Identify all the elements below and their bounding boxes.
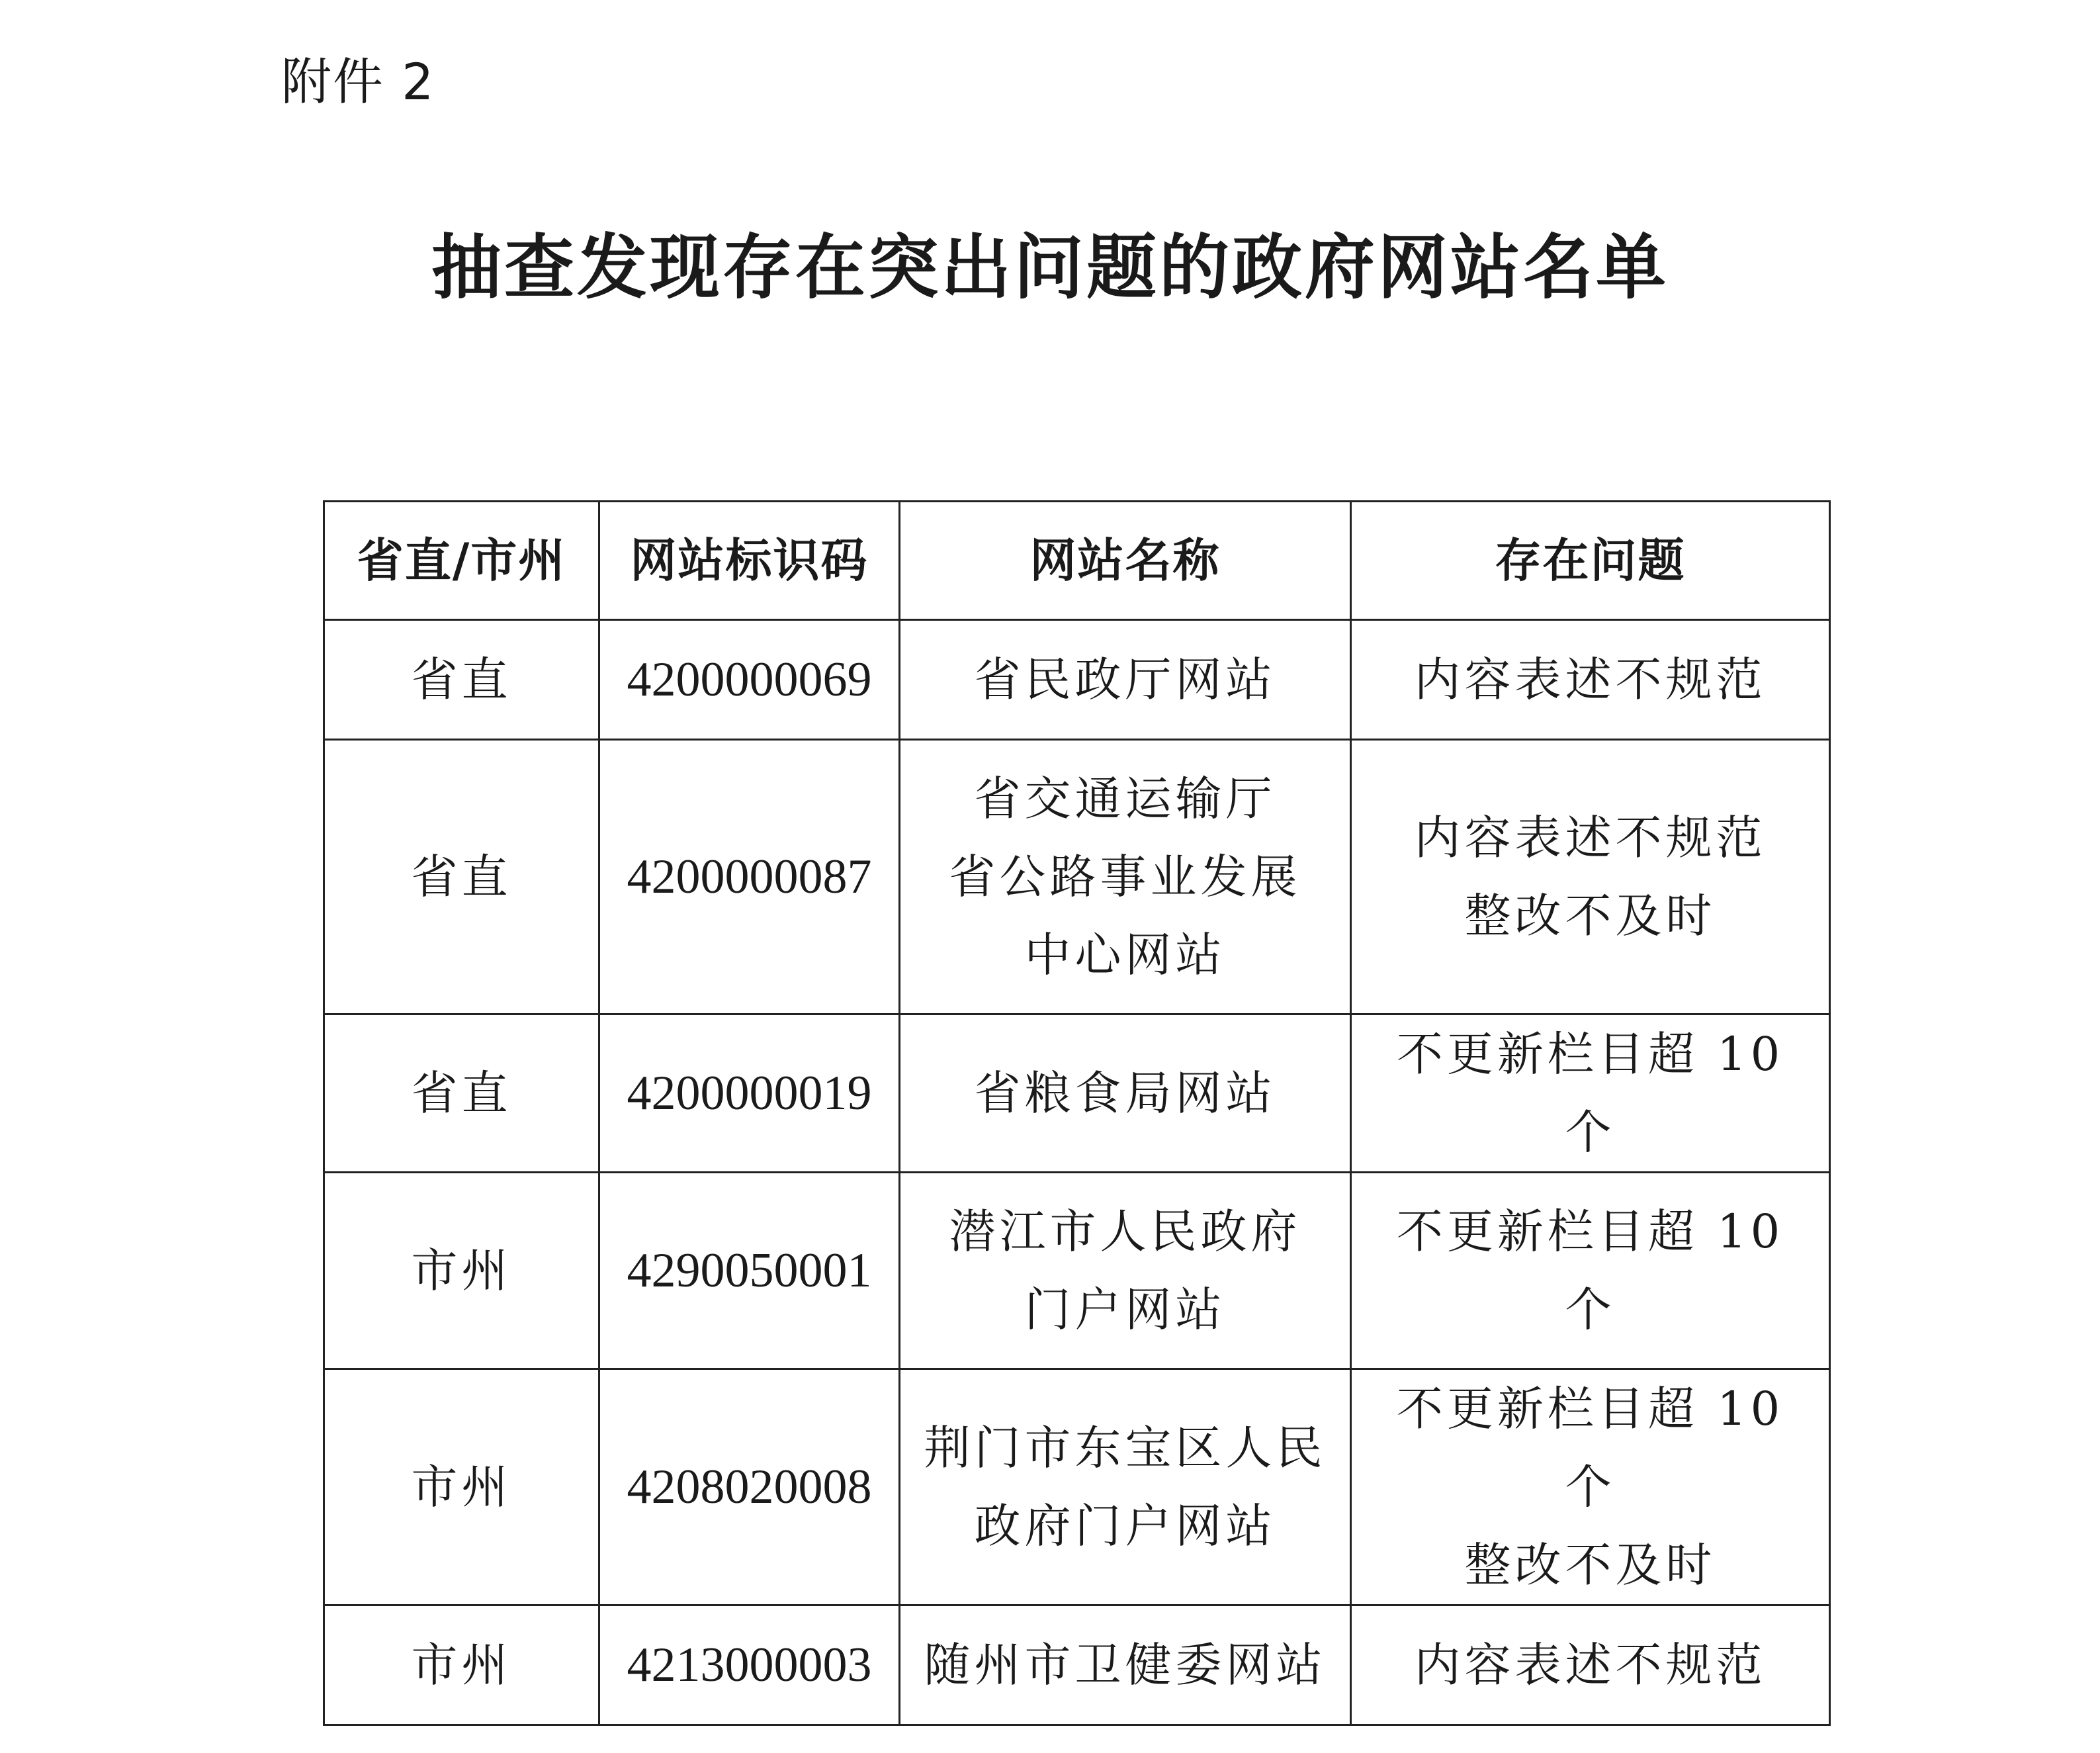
cell-level: 市州 [324, 1173, 599, 1369]
site-name-line: 荆门市东宝区人民 [924, 1421, 1327, 1475]
site-name-line: 政府门户网站 [974, 1499, 1276, 1553]
issue-line: 整改不及时 [1464, 889, 1716, 943]
cell-site-name [900, 620, 1351, 740]
issue-line: 整改不及时 [1464, 1538, 1716, 1592]
site-name-line: 中心网站 [1024, 928, 1226, 982]
table-row [324, 1369, 1830, 1605]
header-level: 省直/市州 [324, 502, 599, 620]
cell-site-name [900, 1605, 1351, 1725]
site-name-line: 门户网站 [1024, 1282, 1226, 1337]
cell-site-code: 4213000003 [599, 1605, 900, 1725]
cell-issue [1351, 740, 1830, 1014]
attachment-label: 附件 2 [281, 52, 435, 111]
site-name-line: 省交通运输厅 [974, 772, 1276, 826]
cell-site-name [900, 1369, 1351, 1605]
header-site-name: 网站名称 [900, 502, 1351, 620]
cell-site-code: 4200000069 [599, 620, 900, 740]
cell-level: 市州 [324, 1369, 599, 1605]
site-name-line: 省粮食局网站 [974, 1066, 1276, 1120]
cell-level: 省直 [324, 620, 599, 740]
issue-line: 内容表述不规范 [1414, 811, 1767, 865]
site-name-line: 省民政厅网站 [974, 652, 1276, 707]
cell-issue [1351, 1014, 1830, 1173]
issue-line: 内容表述不规范 [1414, 652, 1767, 707]
issue-line: 内容表述不规范 [1414, 1638, 1767, 1692]
table-row [324, 1605, 1830, 1725]
cell-site-code: 4290050001 [599, 1173, 900, 1369]
table-row [324, 740, 1830, 1014]
issue-line: 不更新栏目超 10 个 [1396, 1204, 1784, 1337]
cell-site-name [900, 740, 1351, 1014]
cell-site-code: 4208020008 [599, 1369, 900, 1605]
document-title: 抽查发现存在突出问题的政府网站名单 [431, 226, 1669, 308]
cell-site-name [900, 1173, 1351, 1369]
cell-issue [1351, 620, 1830, 740]
cell-site-name [900, 1014, 1351, 1173]
cell-level: 市州 [324, 1605, 599, 1725]
cell-level: 省直 [324, 1014, 599, 1173]
site-name-line: 省公路事业发展 [949, 850, 1301, 904]
cell-issue [1351, 1173, 1830, 1369]
header-site-code: 网站标识码 [599, 502, 900, 620]
cell-site-code: 4200000087 [599, 740, 900, 1014]
cell-site-code: 4200000019 [599, 1014, 900, 1173]
cell-issue [1351, 1605, 1830, 1725]
cell-issue [1351, 1369, 1830, 1605]
table-row [324, 620, 1830, 740]
cell-level: 省直 [324, 740, 599, 1014]
header-issue: 存在问题 [1351, 502, 1830, 620]
website-list-table [323, 500, 1831, 1726]
issue-line: 不更新栏目超 10 个 [1396, 1382, 1784, 1514]
table-row [324, 1014, 1830, 1173]
table-row [324, 1173, 1830, 1369]
site-name-line: 随州市卫健委网站 [924, 1638, 1327, 1692]
table-header-row [324, 502, 1830, 620]
issue-line: 不更新栏目超 10 个 [1396, 1027, 1784, 1159]
site-name-line: 潜江市人民政府 [949, 1204, 1301, 1259]
